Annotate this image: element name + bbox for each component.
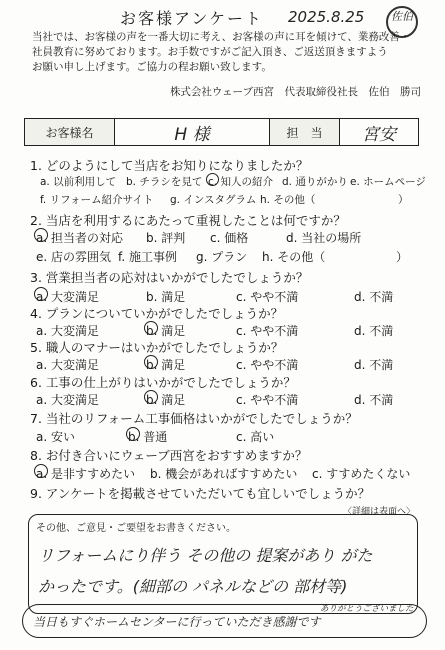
handwritten-comment (38, 540, 416, 602)
q4-option-c[interactable]: c. やや不満 (236, 324, 299, 338)
q2-option-h[interactable]: h. その他（ (262, 250, 326, 264)
q2-option-b[interactable]: b. 評判 (146, 231, 186, 245)
q8-option-c[interactable]: c. すすめたくない (312, 467, 411, 481)
q2-option-g[interactable]: g. プラン (196, 250, 248, 264)
selected-mark (144, 355, 158, 369)
question-5: 5. 職人のマナーはいかがでしたでしょうか？ (30, 340, 284, 355)
question-4: 4. プランについていかがでしたでしょうか？ (30, 306, 284, 321)
q6-option-c[interactable]: c. やや不満 (236, 393, 299, 407)
q3-option-a[interactable]: a. 大変満足 (36, 290, 99, 304)
comment-line: かったです。(細部の パネルなどの 部材等) (38, 577, 348, 596)
question-7: 7. 当社のリフォーム工事価格はいかがでしたでしょうか？ (30, 411, 358, 426)
question-9: 9. アンケートを掲載させていただいても宜しいでしょうか？ (30, 486, 371, 501)
q5-option-c[interactable]: c. やや不満 (236, 358, 299, 372)
q2-option-e[interactable]: e. 店の雰囲気 (36, 250, 112, 264)
q2-option-c[interactable]: c. 価格 (210, 231, 249, 245)
details-note: 〈詳細は表面へ〉 (342, 507, 415, 517)
question-3: 3. 営業担当者の応対はいかがでしたでしょうか？ (30, 270, 309, 285)
q8-option-a[interactable]: a. 是非すすめたい (36, 467, 136, 481)
q6-option-d[interactable]: d. 不満 (354, 393, 394, 407)
survey-title: お客様アンケート (120, 9, 264, 28)
q1-option-c[interactable]: c. 知人の紹介 (208, 176, 273, 188)
customer-name-value[interactable]: H 様 (115, 119, 270, 145)
comment-line: リフォームにり伴う その他の 提案があり がた (38, 546, 373, 565)
selected-mark (126, 427, 140, 441)
intro-line: 当社では、お客様の声を一番大切に考え、お客様の声に耳を傾けて、業務改善・ (32, 31, 411, 43)
q7-option-b[interactable]: b. 普通 (128, 430, 168, 444)
q2-option-f[interactable]: f. 施工事例 (118, 250, 177, 264)
staff-label: 担 当 (270, 119, 340, 145)
q5-option-d[interactable]: d. 不満 (354, 358, 394, 372)
selected-mark (144, 321, 158, 335)
q2-option-d[interactable]: d. 当社の場所 (286, 231, 362, 245)
selected-mark (34, 287, 48, 301)
selected-mark (34, 228, 48, 242)
q1-option-h[interactable]: h. その他（ (260, 194, 316, 206)
handwritten-thanks: ありがとうございました (320, 604, 414, 614)
q1-option-e[interactable]: e. ホームページ (350, 176, 426, 188)
q3-option-b[interactable]: b. 満足 (146, 290, 186, 304)
intro-line: お願い申し上げます。ご協力の程お願い致します。 (32, 61, 272, 73)
q1-option-g[interactable]: g. インスタグラム (170, 194, 257, 206)
q1-option-f[interactable]: f. リフォーム紹介サイト (40, 194, 154, 206)
intro-text (32, 30, 422, 75)
handwritten-date: 2025.8.25 (288, 8, 365, 26)
selected-mark (34, 464, 48, 478)
q1-option-h-close: ） (398, 194, 409, 206)
company-signature: 株式会社ウェーブ西宮 代表取締役社長 佐伯 勝司 (169, 86, 421, 98)
q4-option-a[interactable]: a. 大変満足 (36, 324, 99, 338)
selected-mark (144, 390, 158, 404)
customer-name-label: お客様名 (25, 119, 115, 145)
q5-option-b[interactable]: b. 満足 (146, 358, 186, 372)
q4-option-d[interactable]: d. 不満 (354, 324, 394, 338)
comment-label: その他、ご意見・ご要望をお書きください。 (36, 523, 236, 534)
selected-mark (206, 173, 219, 186)
handwritten-bottom-note: 当日もすぐホームセンターに行っていただき感謝です (22, 604, 427, 638)
question-1: 1. どのようにして当店をお知りになりましたか？ (30, 158, 309, 173)
question-8: 8. お付き合いにウェーブ西宮をおすすめますか？ (30, 448, 308, 463)
q2-option-h-close: ） (396, 250, 409, 264)
q8-option-b[interactable]: b. 機会があればすすめたい (150, 467, 298, 481)
q4-option-b[interactable]: b. 満足 (146, 324, 186, 338)
intro-line: 社員教育に努めております。お手数ですがご記入頂き、ご返送頂きますよう (32, 46, 388, 58)
q7-option-c[interactable]: c. 高い (236, 430, 275, 444)
q2-option-a[interactable]: a. 担当者の対応 (36, 231, 123, 245)
q6-option-a[interactable]: a. 大変満足 (36, 393, 99, 407)
q1-option-d[interactable]: d. 通りがかり (282, 176, 348, 188)
q6-option-b[interactable]: b. 満足 (146, 393, 186, 407)
q1-option-a[interactable]: a. 以前利用して (40, 176, 117, 188)
staff-value[interactable]: 宮安 (362, 124, 396, 145)
question-6: 6. 工事の仕上がりはいかがでしたでしょうか？ (30, 375, 296, 390)
seal-stamp: 佐伯 (386, 6, 418, 38)
q1-option-b[interactable]: b. チラシを見て (126, 176, 203, 188)
customer-info-table (24, 118, 419, 146)
question-2: 2. 当店を利用するにあたって重視したことは何ですか？ (30, 213, 346, 228)
q3-option-c[interactable]: c. やや不満 (236, 290, 299, 304)
q7-option-a[interactable]: a. 安い (36, 430, 75, 444)
q3-option-d[interactable]: d. 不満 (354, 290, 394, 304)
q5-option-a[interactable]: a. 大変満足 (36, 358, 99, 372)
